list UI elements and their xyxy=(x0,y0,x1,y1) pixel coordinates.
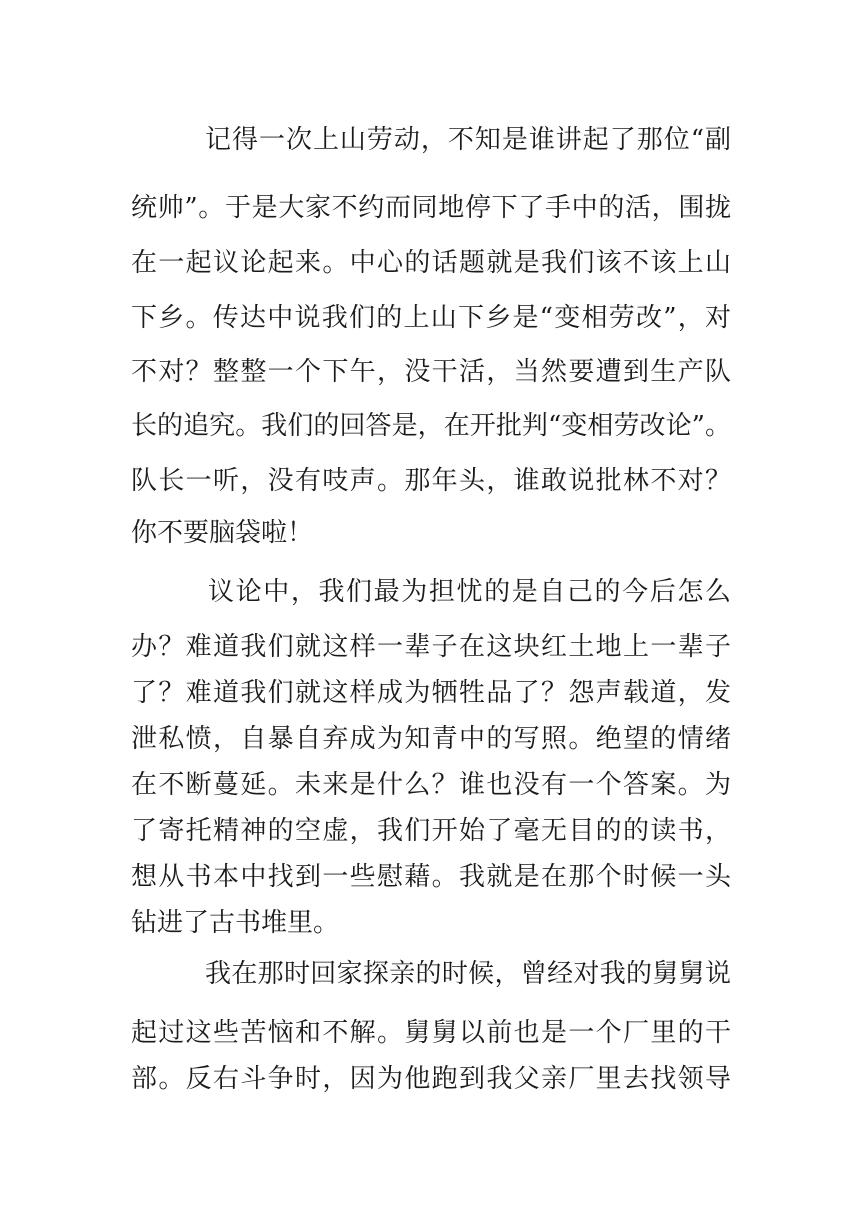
paragraph-line: 我在那时回家探亲的时候，曾经对我的舅舅说 xyxy=(205,959,731,989)
paragraph-line: 了？难道我们就这样成为牺牲品了？怨声载道，发 xyxy=(131,678,731,708)
paragraph-line: 队长一听，没有吱声。那年头，谁敢说批林不对？ xyxy=(131,466,731,496)
paragraph-line: 长的追究。我们的回答是，在开批判“变相劳改论”。 xyxy=(131,411,731,441)
paragraph-line: 想从书本中找到一些慰藉。我就是在那个时候一头 xyxy=(131,862,731,892)
paragraph-line: 在一起议论起来。中心的话题就是我们该不该上山 xyxy=(131,248,731,278)
paragraph-line: 记得一次上山劳动，不知是谁讲起了那位“副 xyxy=(205,125,731,155)
paragraph-line: 议论中，我们最为担忧的是自己的今后怎么 xyxy=(208,577,731,607)
paragraph-line: 了寄托精神的空虚，我们开始了毫无目的的读书， xyxy=(131,816,731,846)
paragraph-line: 办？难道我们就这样一辈子在这块红土地上一辈子 xyxy=(131,632,731,662)
paragraph-line: 不对？整整一个下午，没干活，当然要遭到生产队 xyxy=(131,357,731,387)
paragraph-line: 你不要脑袋啦！ xyxy=(131,518,314,548)
paragraph-line: 在不断蔓延。未来是什么？谁也没有一个答案。为 xyxy=(131,770,731,800)
paragraph-line: 起过这些苦恼和不解。舅舅以前也是一个厂里的干 xyxy=(131,1018,731,1048)
paragraph-line: 泄私愤，自暴自弃成为知青中的写照。绝望的情绪 xyxy=(131,724,731,754)
paragraph-line: 统帅”。于是大家不约而同地停下了手中的活，围拢 xyxy=(131,193,731,223)
paragraph-line: 下乡。传达中说我们的上山下乡是“变相劳改”，对 xyxy=(131,303,731,333)
paragraph-line: 部。反右斗争时，因为他跑到我父亲厂里去找领导 xyxy=(131,1064,731,1094)
paragraph-line: 钻进了古书堆里。 xyxy=(131,908,340,938)
